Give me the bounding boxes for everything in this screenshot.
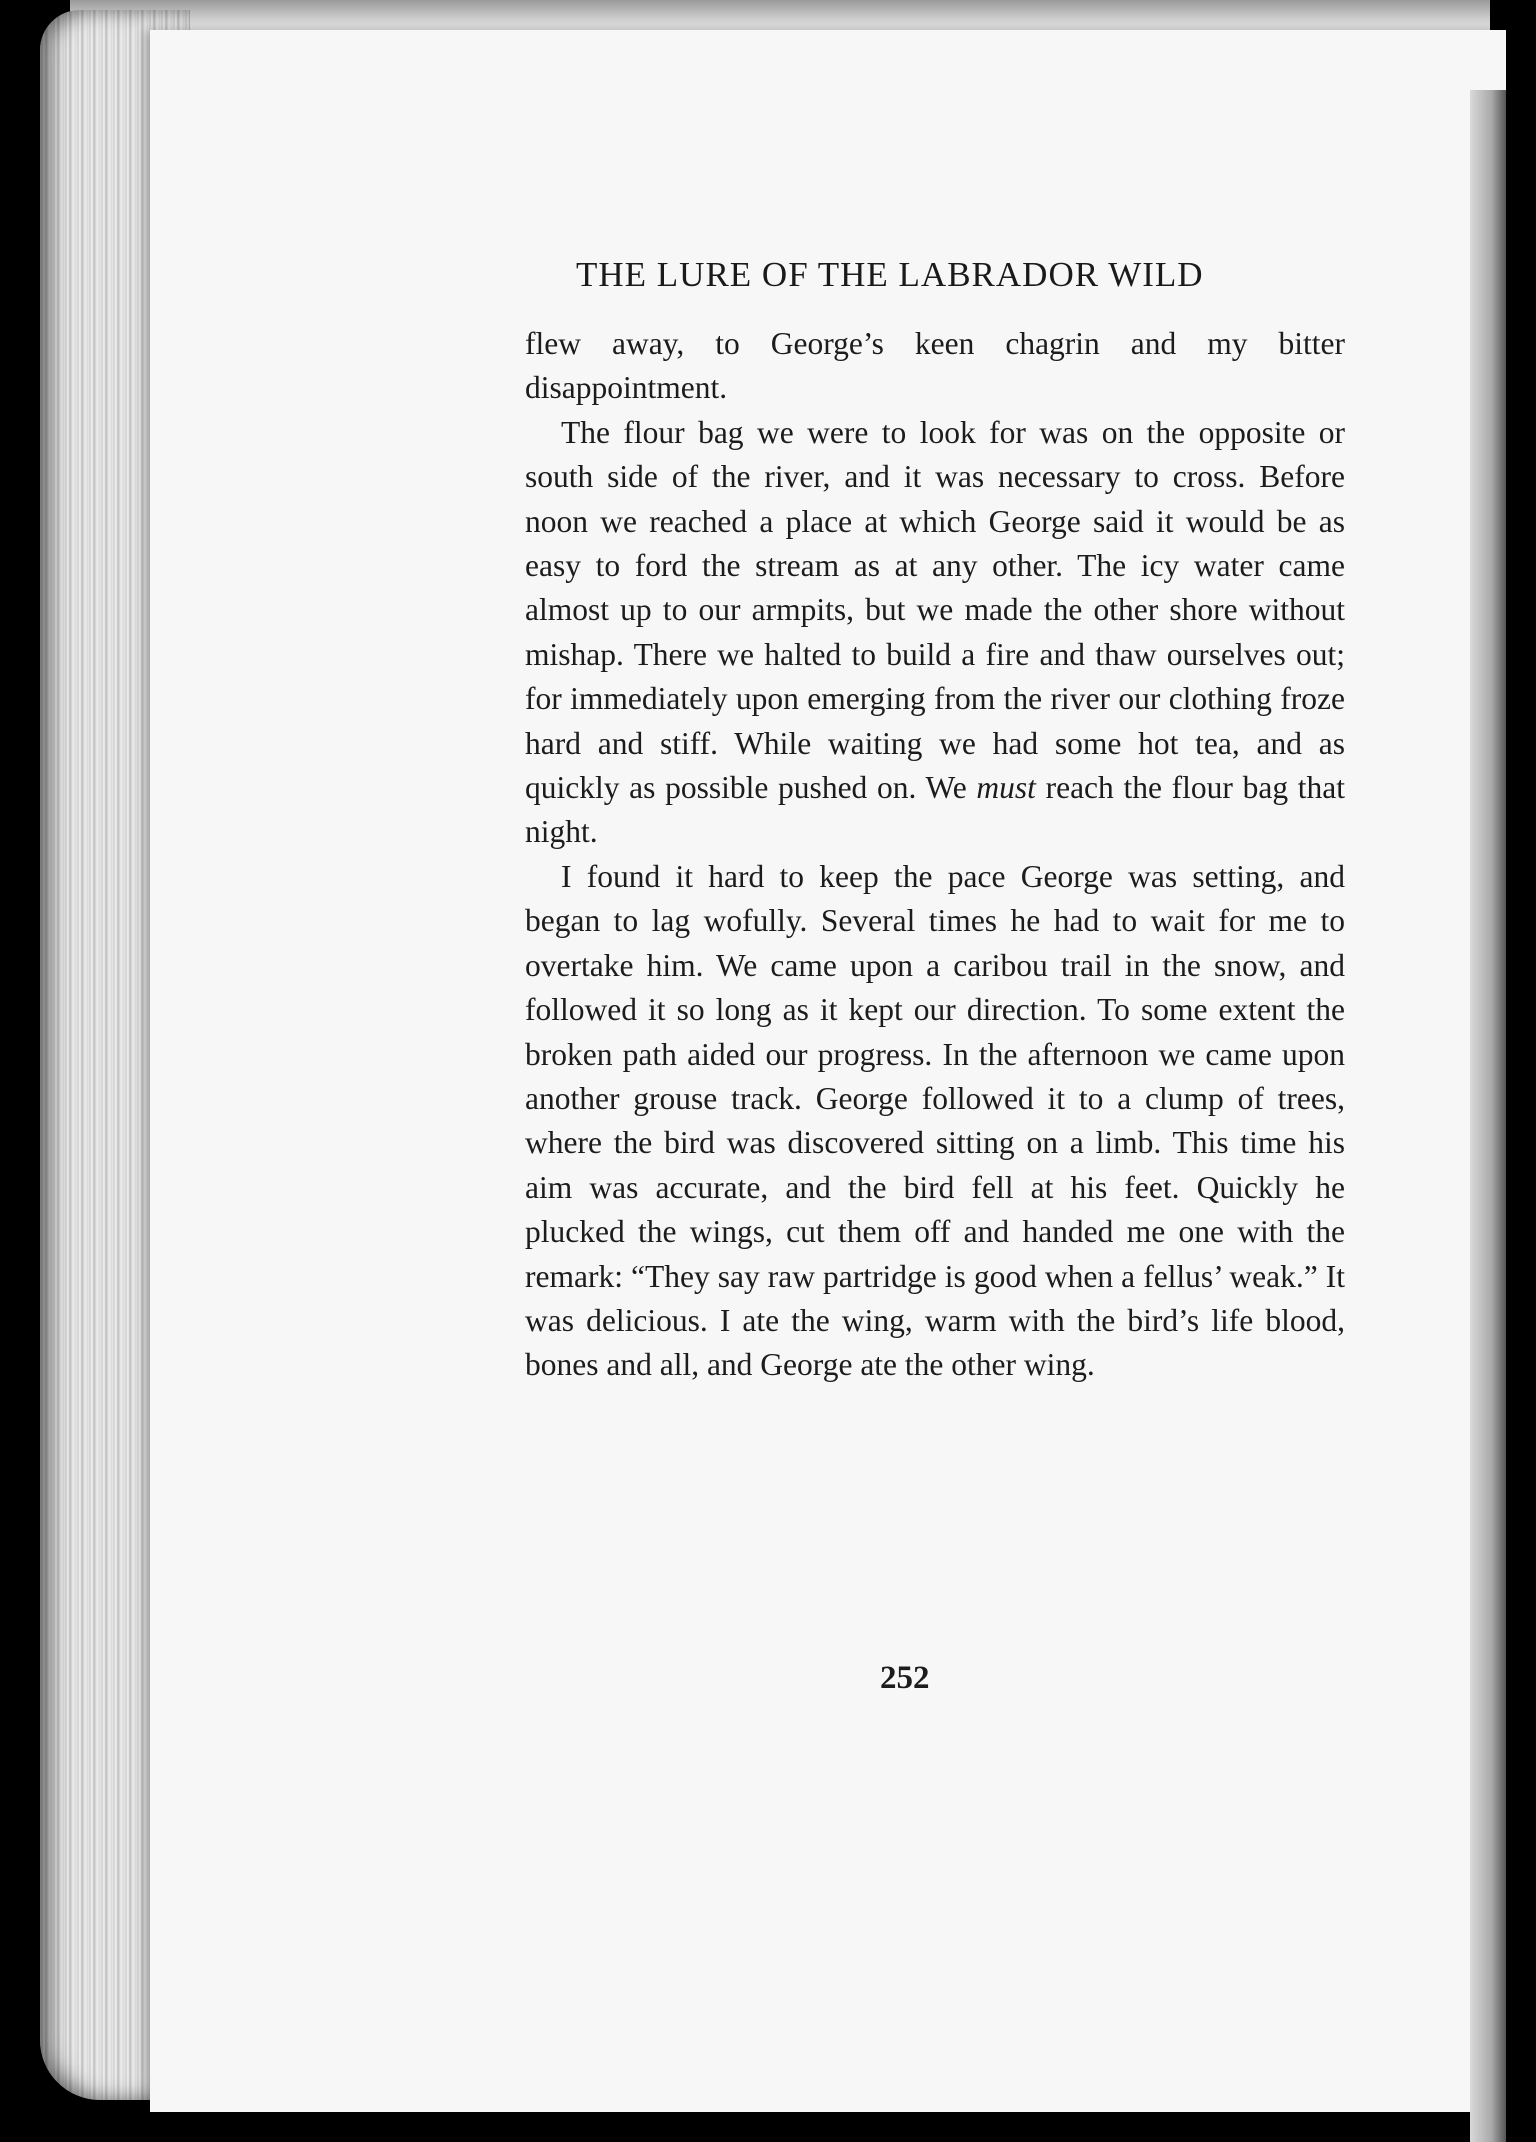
emphasis-word: must xyxy=(976,770,1036,806)
page-number: 252 xyxy=(880,1660,930,1696)
paragraph-2-text-start: The flour bag we were to look for was on the opposite or south side of the river, and it was necessary to cross. Before noon we reached a place at which George said it would be as easy to ford the stream as at any other. The icy water came almost up to our armpits, but we made the other shore without mishap. There we halted to build a fire and thaw ourselves out; for immediately upon emerging from the river our clothing froze hard and stiff. While waiting we had some hot tea, and as quickly as possible pushed on. We xyxy=(525,414,1345,806)
paragraph-3 xyxy=(525,855,1345,1388)
paragraph-1-text: flew away, to George’s keen chagrin and my bitter disappointment. xyxy=(525,326,1345,406)
page-right-edge xyxy=(1470,90,1506,2142)
running-head: THE LURE OF THE LABRADOR WILD xyxy=(576,255,1204,294)
paragraph-2-text-end: reach the flour bag that night. xyxy=(525,770,1345,850)
paragraph-3-text: I found it hard to keep the pace George was setting, and began to lag wofully. Several times he had to wait for me to overtake him. We came upon a caribou trail in the snow, and followed it so long as it kept our direction. To some extent the broken path aided our progress. In the afternoon we came upon another grouse track. George followed it to a clump of trees, where the bird was discovered sitting on a limb. This time his aim was accurate, and the bird fell at his feet. Quickly he plucked the wings, cut them off and handed me one with the remark: “They say raw partridge is good when a fellus’ weak.” It was delicious. I ate the wing, warm with the bird’s life blood, bones and all, and George ate the other wing. xyxy=(525,858,1345,1383)
body-text xyxy=(525,322,1345,1388)
paragraph-1 xyxy=(525,322,1345,411)
paragraph-2 xyxy=(525,411,1345,855)
